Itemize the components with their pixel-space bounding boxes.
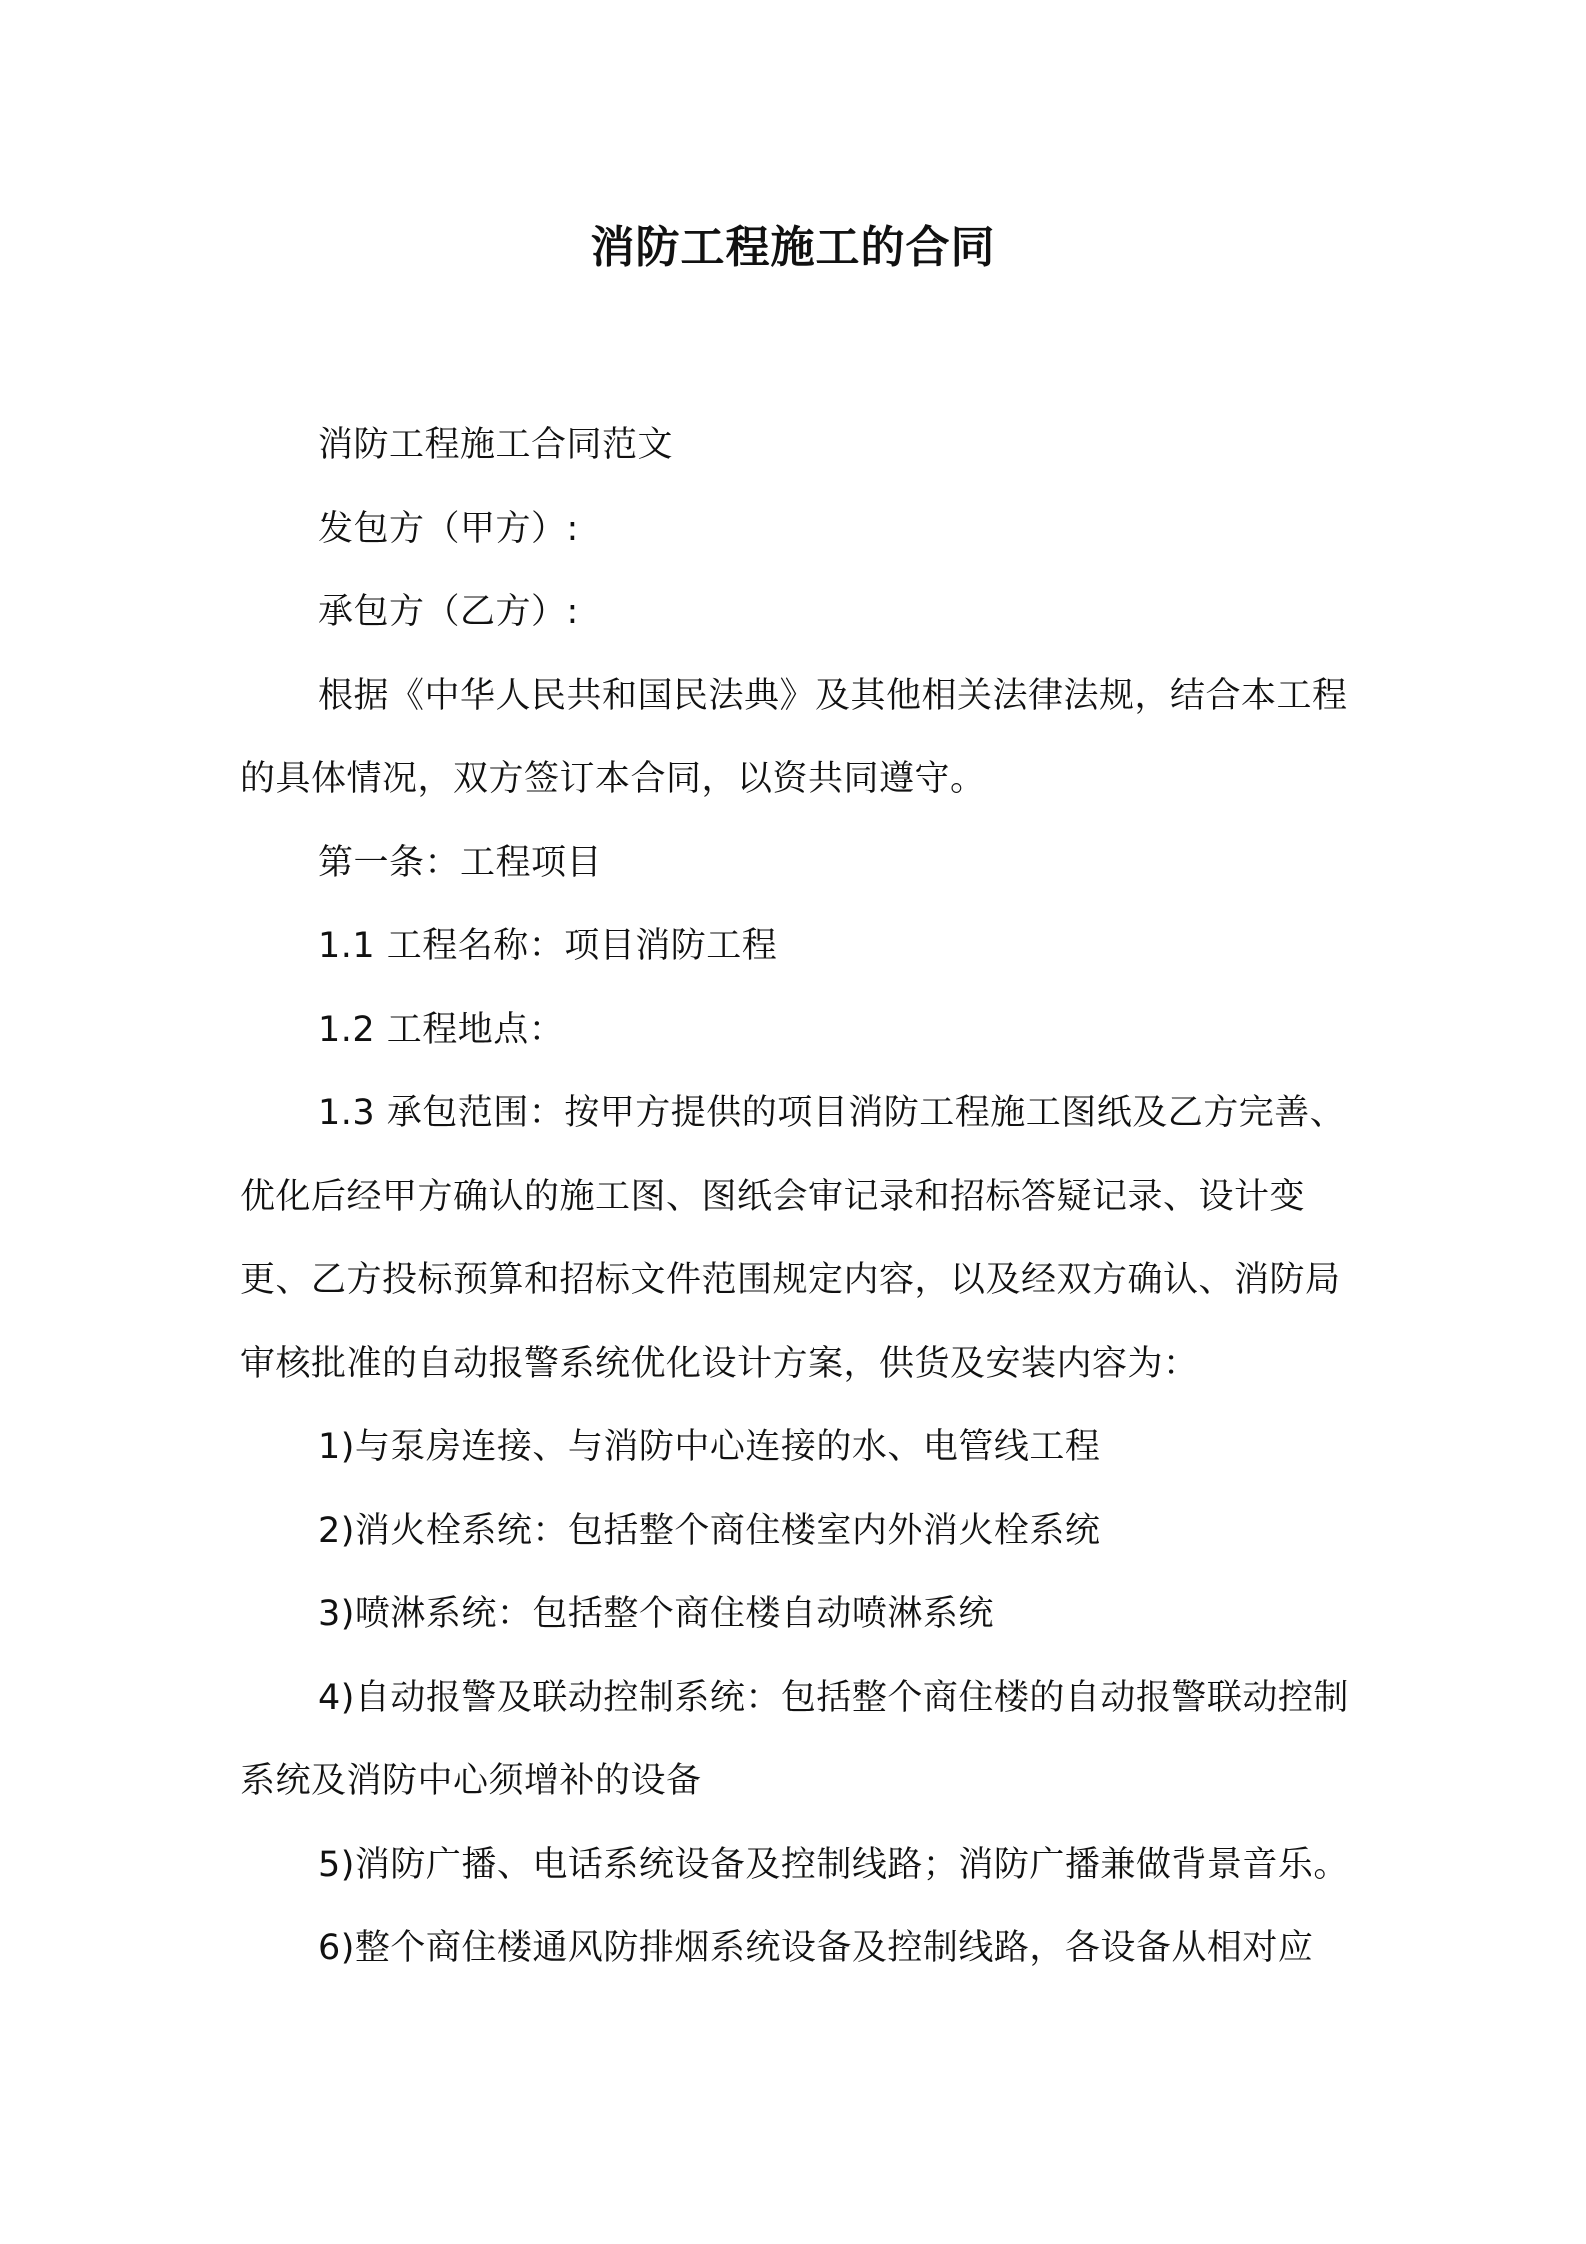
paragraph: 根据《中华人民共和国民法典》及其他相关法律法规，结合本工程的具体情况，双方签订本合同，以资共同遵守。 bbox=[240, 675, 1348, 799]
paragraph: 6)整个商住楼通风防排烟系统设备及控制线路，各设备从相对应 bbox=[318, 1928, 1314, 1968]
document-title: 消防工程施工的合同 bbox=[590, 222, 996, 273]
paragraph: 1.2 工程地点： bbox=[318, 1009, 565, 1050]
paragraph: 1.3 承包范围：按甲方提供的项目消防工程施工图纸及乙方完善、优化后经甲方确认的施工图、图纸会审记录和招标答疑记录、设计变更、乙方投标预算和招标文件范围规定内容，以及经双方确认、消防局审核批准的自动报警系统优化设计方案，供货及安装内容为： bbox=[240, 1093, 1346, 1384]
paragraph: 1)与泵房连接、与消防中心连接的水、电管线工程 bbox=[318, 1427, 1101, 1467]
document-body bbox=[240, 404, 1350, 1991]
paragraph: 承包方（乙方）: bbox=[318, 592, 579, 632]
paragraph: 4)自动报警及联动控制系统：包括整个商住楼的自动报警联动控制系统及消防中心须增补的设备 bbox=[240, 1677, 1349, 1801]
paragraph: 发包方（甲方）: bbox=[318, 508, 579, 549]
paragraph: 2)消火栓系统：包括整个商住楼室内外消火栓系统 bbox=[318, 1510, 1101, 1551]
paragraph: 1.1 工程名称：项目消防工程 bbox=[318, 926, 778, 966]
paragraph: 3)喷淋系统：包括整个商住楼自动喷淋系统 bbox=[318, 1594, 994, 1634]
paragraph: 第一条：工程项目 bbox=[318, 842, 603, 883]
paragraph: 消防工程施工合同范文 bbox=[318, 425, 674, 465]
paragraph: 5)消防广播、电话系统设备及控制线路；消防广播兼做背景音乐。 bbox=[318, 1844, 1349, 1885]
